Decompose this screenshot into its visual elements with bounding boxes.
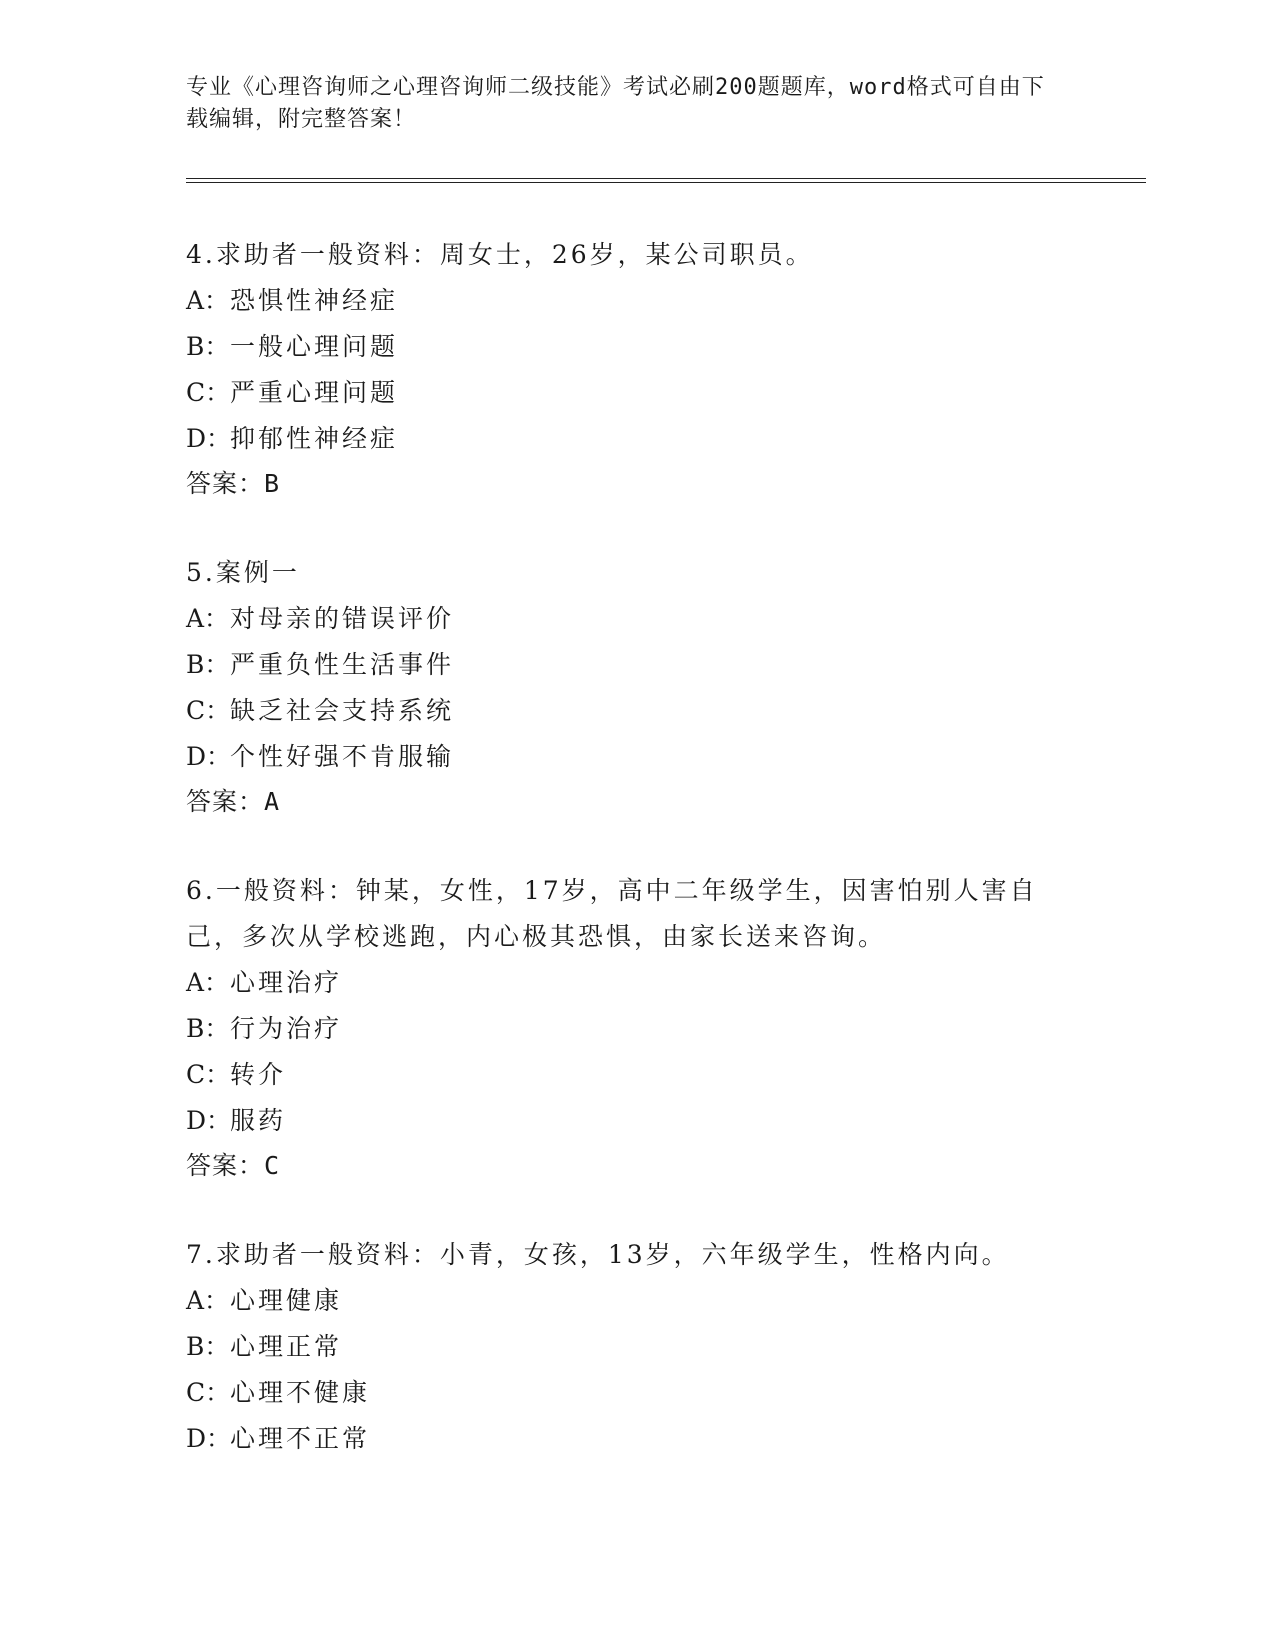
option-a: [186, 1278, 1146, 1324]
question-stem: 6.一般资料：钟某，女性，17岁，高中二年级学生，因害怕别人害自己，多次从学校逃跑，内心极其恐惧，由家长送来咨询。: [186, 876, 1038, 951]
option-c: [186, 370, 1146, 416]
option-text: 心理不健康: [230, 1378, 371, 1407]
option-b: [186, 642, 1146, 688]
option-text: 一般心理问题: [230, 332, 399, 361]
option-text: 严重负性生活事件: [230, 650, 455, 679]
option-d: [186, 416, 1146, 462]
question-stem: 7.求助者一般资料：小青，女孩，13岁，六年级学生，性格内向。: [186, 1240, 1010, 1269]
option-text: 抑郁性神经症: [230, 424, 399, 453]
document-page: [186, 72, 1146, 1506]
option-c: [186, 688, 1146, 734]
option-c: [186, 1370, 1146, 1416]
option-letter: A：: [186, 968, 230, 997]
option-text: 缺乏社会支持系统: [230, 696, 455, 725]
option-letter: D：: [186, 1106, 232, 1135]
option-text: 心理正常: [230, 1332, 343, 1361]
option-letter: D：: [186, 1424, 232, 1453]
option-text: 个性好强不肯服输: [230, 742, 455, 771]
option-letter: C：: [186, 696, 231, 725]
option-b: [186, 1006, 1146, 1052]
option-letter: A：: [186, 286, 230, 315]
answer-line: 答案：C: [186, 1151, 281, 1180]
option-c: [186, 1052, 1146, 1098]
question-item: [186, 550, 1146, 824]
option-letter: C：: [186, 378, 231, 407]
option-d: [186, 734, 1146, 780]
question-item: [186, 1232, 1146, 1462]
question-list: [186, 232, 1146, 1462]
question-item: [186, 868, 1146, 1188]
question-stem: 5.案例一: [186, 558, 300, 587]
option-letter: B：: [186, 650, 230, 679]
option-letter: A：: [186, 1286, 230, 1315]
option-letter: D：: [186, 742, 232, 771]
answer-line: 答案：A: [186, 787, 281, 816]
option-letter: B：: [186, 332, 230, 361]
option-a: [186, 596, 1146, 642]
option-text: 心理健康: [230, 1286, 343, 1315]
option-a: [186, 960, 1146, 1006]
intro-text: 专业《心理咨询师之心理咨询师二级技能》考试必刷200题题库，word格式可自由下载编辑，附完整答案！: [186, 75, 1045, 132]
option-b: [186, 1324, 1146, 1370]
option-text: 转介: [230, 1060, 287, 1089]
option-a: [186, 278, 1146, 324]
option-letter: B：: [186, 1332, 230, 1361]
header-divider: [186, 178, 1146, 183]
option-text: 服药: [230, 1106, 287, 1135]
option-d: [186, 1098, 1146, 1144]
option-d: [186, 1416, 1146, 1462]
option-text: 心理治疗: [230, 968, 343, 997]
question-stem: 4.求助者一般资料：周女士，26岁，某公司职员。: [186, 240, 814, 269]
option-text: 行为治疗: [230, 1014, 343, 1043]
option-text: 严重心理问题: [230, 378, 399, 407]
option-b: [186, 324, 1146, 370]
option-letter: B：: [186, 1014, 230, 1043]
option-letter: C：: [186, 1060, 231, 1089]
question-item: [186, 232, 1146, 506]
option-letter: A：: [186, 604, 230, 633]
option-text: 恐惧性神经症: [230, 286, 399, 315]
answer-line: 答案：B: [186, 469, 281, 498]
option-text: 心理不正常: [230, 1424, 371, 1453]
option-letter: D：: [186, 424, 232, 453]
option-letter: C：: [186, 1378, 231, 1407]
option-text: 对母亲的错误评价: [230, 604, 455, 633]
